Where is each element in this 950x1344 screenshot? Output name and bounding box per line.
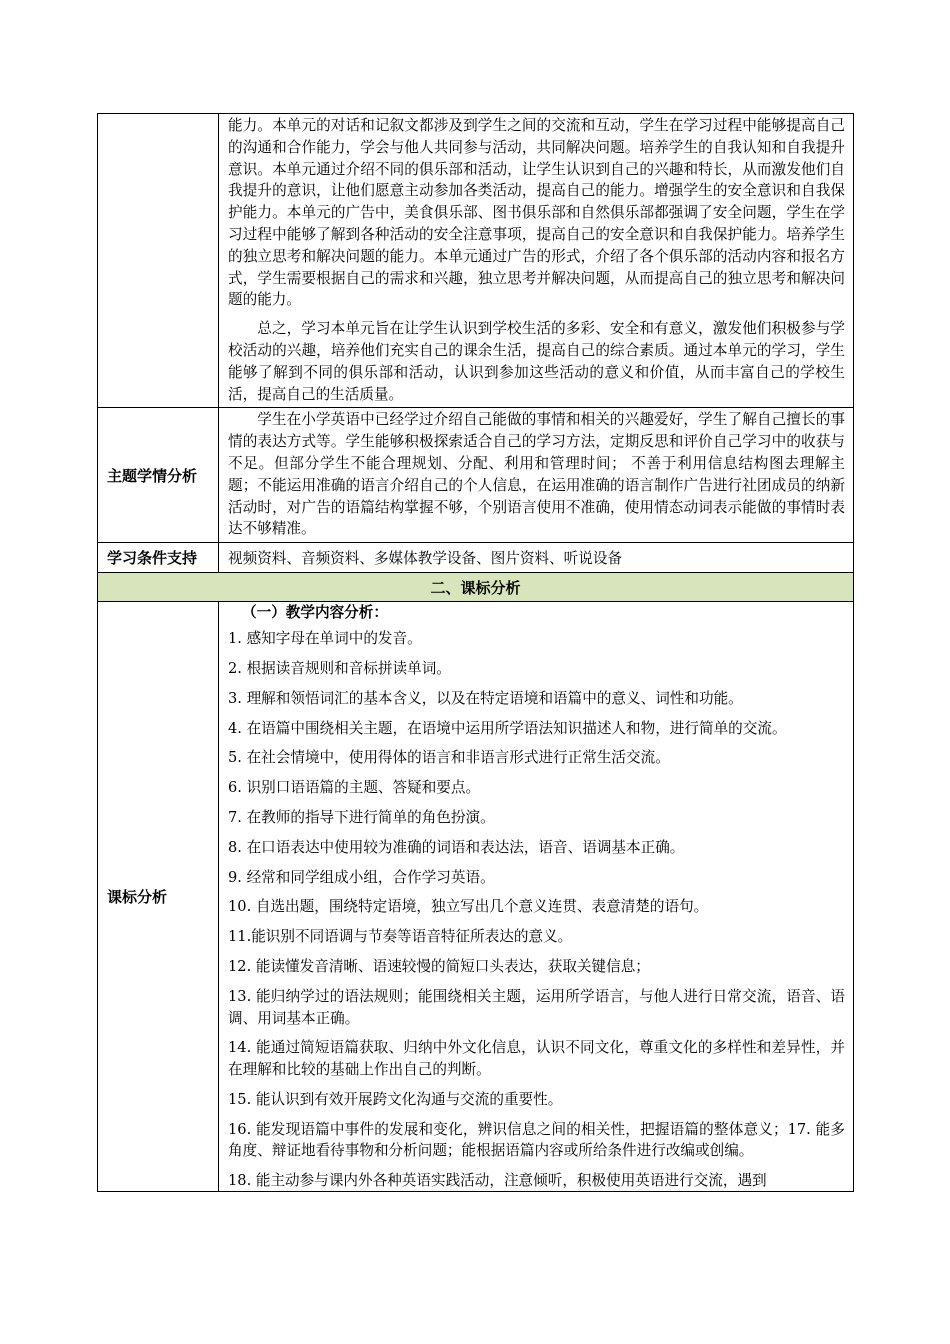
standards-item: 16. 能发现语篇中事件的发展和变化，辨识信息之间的相关性，把握语篇的整体意义；17. 能多角度、辩证地看待事物和分析问题；能根据语篇内容或所给条件进行改编或创编。: [228, 1120, 845, 1160]
standards-item: 9. 经常和同学组成小组，合作学习英语。: [228, 868, 495, 886]
standards-item: 6. 识别口语语篇的主题、答疑和要点。: [228, 779, 481, 797]
unit-analysis-content: [219, 114, 854, 408]
standards-item: 5. 在社会情境中，使用得体的语言和非语言形式进行正常生活交流。: [228, 749, 670, 767]
standards-item: 15. 能认识到有效开展跨文化沟通与交流的重要性。: [228, 1090, 563, 1108]
standards-item: 7. 在教师的指导下进行简单的角色扮演。: [228, 808, 495, 826]
learning-conditions-label: 学习条件支持: [98, 543, 219, 573]
unit-paragraph-2: 总之，学习本单元旨在让学生认识到学校生活的多彩、安全和有意义，激发他们积极参与学校活动的兴趣，培养他们充实自己的课余生活，提高自己的综合素质。通过本单元的学习，学生能够了解到不同的俱乐部和活动，认识到参加这些活动的意义和价值，从而丰富自己的学校生活，提高自己的生活质量。: [228, 320, 845, 403]
standards-content: [219, 602, 854, 1192]
learner-analysis-text: 学生在小学英语中已经学过介绍自己能做的事情和相关的兴趣爱好，学生了解自己擅长的事情的表达方式等。学生能够积极探索适合自己的学习方法，定期反思和评价自己学习中的收获与不足。但部分学生不能合理规划、分配、利用和管理时间； 不善于利用信息结构图去理解主题；不能运用准确的语言介绍自己的个人信息，在运用准确的语言制作广告进行社团成员的纳新活动时，对广告的语篇结构掌握不够，个别语言使用不准确，使用情态动词表示能做的事情时表达不够精准。: [228, 411, 845, 538]
learner-analysis-row: [98, 408, 854, 543]
standards-item: 14. 能通过简短语篇获取、归纳中外文化信息，认识不同文化，尊重文化的多样性和差异性，并在理解和比较的基础上作出自己的判断。: [228, 1039, 845, 1079]
standards-item: 1. 感知字母在单词中的发音。: [228, 630, 422, 648]
standards-item: 11.能识别不同语调与节奏等语音特征所表达的意义。: [228, 928, 573, 946]
standards-item: 18. 能主动参与课内外各种英语实践活动，注意倾听，积极使用英语进行交流，遇到: [228, 1172, 767, 1190]
standards-item: 4. 在语篇中围绕相关主题，在语境中运用所学语法知识描述人和物，进行简单的交流。: [228, 719, 787, 737]
section-header-row: [98, 573, 854, 602]
standards-item: 10. 自选出题，围绕特定语境，独立写出几个意义连贯、表意清楚的语句。: [228, 898, 709, 916]
standards-item: 2. 根据读音规则和音标拼读单词。: [228, 659, 451, 677]
standards-subheading: （一）教学内容分析：: [242, 604, 388, 622]
standards-label: 课标分析: [98, 602, 219, 1192]
lesson-plan-table: [97, 113, 854, 1192]
standards-item: 13. 能归纳学过的语法规则；能围绕相关主题，运用所学语言，与他人进行日常交流，语音、语调、用词基本正确。: [228, 987, 845, 1027]
learning-conditions-text: 视频资料、音频资料、多媒体教学设备、图片资料、听说设备: [219, 543, 854, 573]
learner-analysis-content: [219, 408, 854, 543]
unit-analysis-row: [98, 114, 854, 408]
standards-item: 3. 理解和领悟词汇的基本含义，以及在特定语境和语篇中的意义、词性和功能。: [228, 689, 743, 707]
section-header: 二、课标分析: [98, 573, 854, 602]
learning-conditions-row: [98, 543, 854, 573]
learner-analysis-label: 主题学情分析: [98, 408, 219, 543]
unit-paragraph-1: 能力。本单元的对话和记叙文都涉及到学生之间的交流和互动，学生在学习过程中能够提高自己的沟通和合作能力，学会与他人共同参与活动，共同解决问题。培养学生的自我认知和自我提升意识。本单元通过介绍不同的俱乐部和活动，让学生认识到自己的兴趣和特长，从而激发他们自我提升的意识，让他们愿意主动参加各类活动，提高自己的能力。增强学生的安全意识和自我保护能力。本单元的广告中，美食俱乐部、图书俱乐部和自然俱乐部都强调了安全问题，学生在学习过程中能够了解到各种活动的安全注意事项，提高自己的安全意识和自我保护能力。培养学生的独立思考和解决问题的能力。本单元通过广告的形式，介绍了各个俱乐部的活动内容和报名方式，学生需要根据自己的需求和兴趣，独立思考并解决问题，从而提高自己的独立思考和解决问题的能力。: [228, 117, 845, 309]
standards-item: 8. 在口语表达中使用较为准确的词语和表达法，语音、语调基本正确。: [228, 838, 685, 856]
standards-item: 12. 能读懂发音清晰、语速较慢的简短口头表达，获取关键信息；: [228, 957, 650, 975]
unit-analysis-label-cell: [98, 114, 219, 408]
standards-row: [98, 602, 854, 1192]
